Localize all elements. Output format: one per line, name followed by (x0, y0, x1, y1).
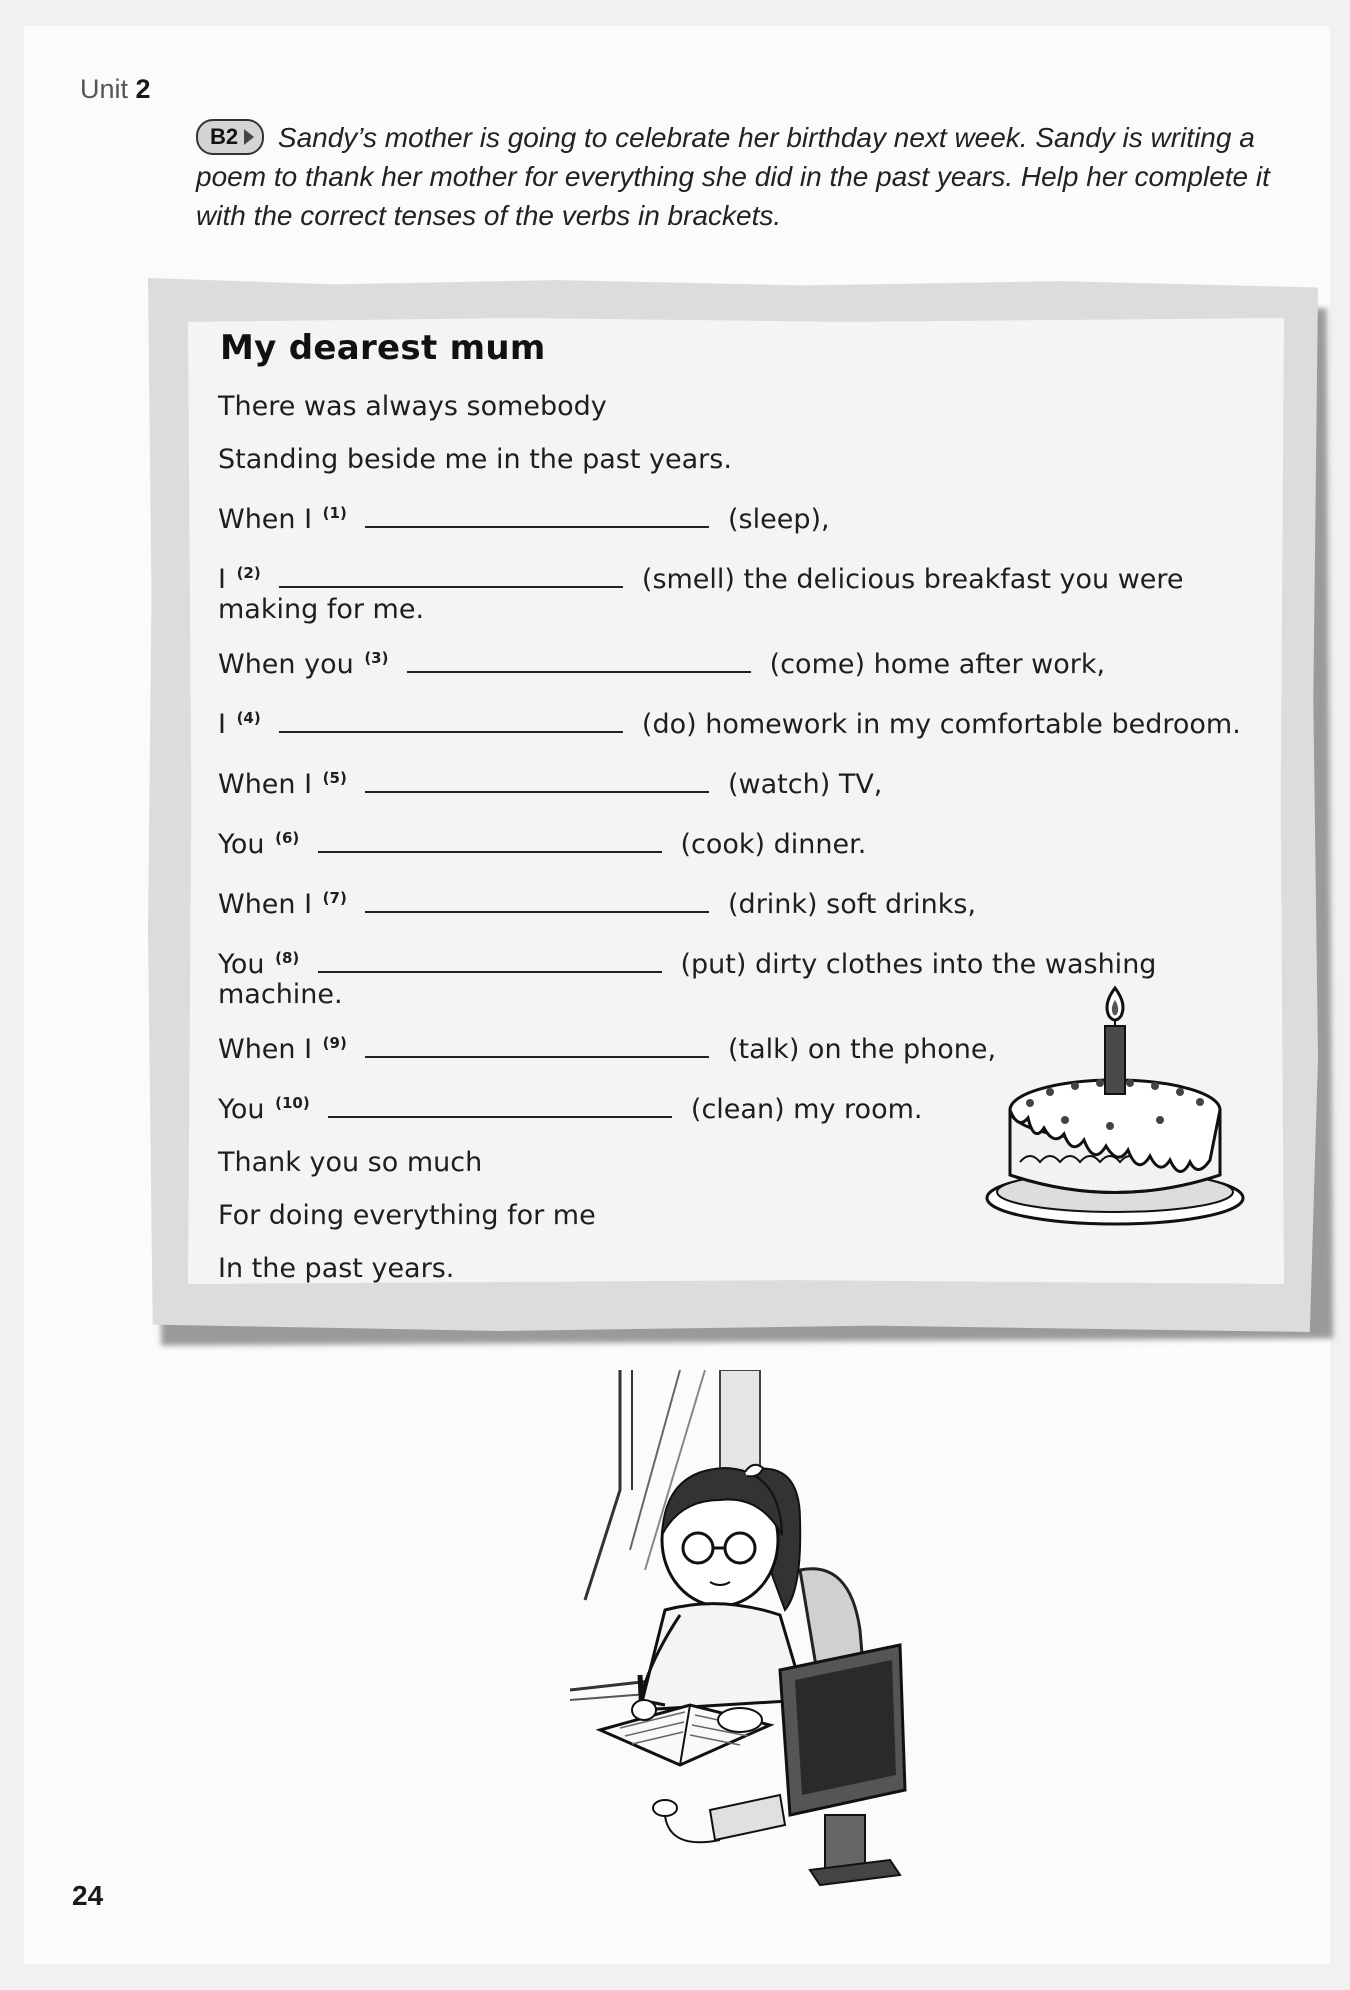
exercise-instructions (196, 118, 1276, 235)
gap-lead: I (218, 709, 226, 740)
gap-verb: (smell) the delicious breakfast you were making for me. (218, 564, 1184, 625)
unit-number: 2 (135, 74, 151, 104)
poem-line: In the past years. (218, 1253, 455, 1284)
gap-lead: You (218, 1094, 265, 1125)
poem-line: There was always somebody (218, 391, 607, 422)
answer-blank-5[interactable] (365, 767, 709, 793)
gap-number: (4) (236, 709, 261, 727)
gap-number: (3) (364, 649, 389, 667)
gap-verb: (talk) on the phone, (728, 1034, 997, 1065)
gap-verb: (clean) my room. (690, 1094, 923, 1125)
gap-verb: (come) home after work, (769, 649, 1106, 680)
gap-lead: When I (218, 889, 313, 920)
gap-lead: I (218, 564, 226, 595)
gap-line-7 (218, 883, 1258, 920)
gap-line-5 (218, 763, 1258, 800)
gap-verb: (put) dirty clothes into the washing machine. (218, 949, 1157, 1010)
page-number: 24 (72, 1880, 104, 1911)
gap-verb: (cook) dinner. (680, 829, 867, 860)
gap-line-4 (218, 703, 1258, 740)
gap-lead: You (218, 829, 265, 860)
gap-number: (9) (322, 1034, 347, 1052)
gap-verb: (watch) TV, (728, 769, 883, 800)
answer-blank-9[interactable] (365, 1032, 709, 1058)
gap-verb: (sleep), (728, 504, 830, 535)
birthday-cake-icon (980, 970, 1250, 1230)
gap-line-6 (218, 823, 1258, 860)
gap-lead: When I (218, 1034, 313, 1065)
gap-number: (6) (275, 829, 300, 847)
gap-lead: When I (218, 504, 313, 535)
answer-blank-10[interactable] (328, 1092, 672, 1118)
gap-lead: When you (218, 649, 354, 680)
gap-number: (1) (322, 504, 347, 522)
gap-number: (7) (322, 889, 347, 907)
gap-verb: (drink) soft drinks, (728, 889, 977, 920)
answer-blank-6[interactable] (318, 827, 662, 853)
unit-prefix: Unit (80, 74, 129, 104)
answer-blank-8[interactable] (318, 947, 662, 973)
gap-number: (8) (275, 949, 300, 967)
gap-line-3 (218, 643, 1258, 680)
gap-line-1 (218, 498, 1258, 535)
exercise-badge (196, 119, 264, 155)
poem-line: Thank you so much (218, 1147, 483, 1178)
answer-blank-1[interactable] (365, 502, 709, 528)
gap-lead: You (218, 949, 265, 980)
answer-blank-7[interactable] (365, 887, 709, 913)
unit-label (80, 74, 151, 105)
play-triangle-icon (244, 129, 254, 145)
instructions-text: Sandy’s mother is going to celebrate her birthday next week. Sandy is writing a poem to thank her mother for everything she did in the past years. Help her complete it with the correct tenses of the verbs in brackets. (196, 122, 1270, 231)
gap-number: (5) (322, 769, 347, 787)
answer-blank-4[interactable] (279, 707, 623, 733)
poem-title: My dearest mum (220, 328, 546, 368)
gap-line-2 (218, 558, 1258, 625)
girl-writing-at-desk-icon (570, 1370, 910, 1890)
gap-number: (10) (275, 1094, 310, 1112)
poem-line: Standing beside me in the past years. (218, 444, 732, 475)
poem-line: For doing everything for me (218, 1200, 596, 1231)
gap-lead: When I (218, 769, 313, 800)
gap-verb: (do) homework in my comfortable bedroom. (641, 709, 1241, 740)
gap-number: (2) (236, 564, 261, 582)
answer-blank-3[interactable] (407, 647, 751, 673)
answer-blank-2[interactable] (279, 562, 623, 588)
exercise-badge-label: B2 (210, 124, 239, 149)
